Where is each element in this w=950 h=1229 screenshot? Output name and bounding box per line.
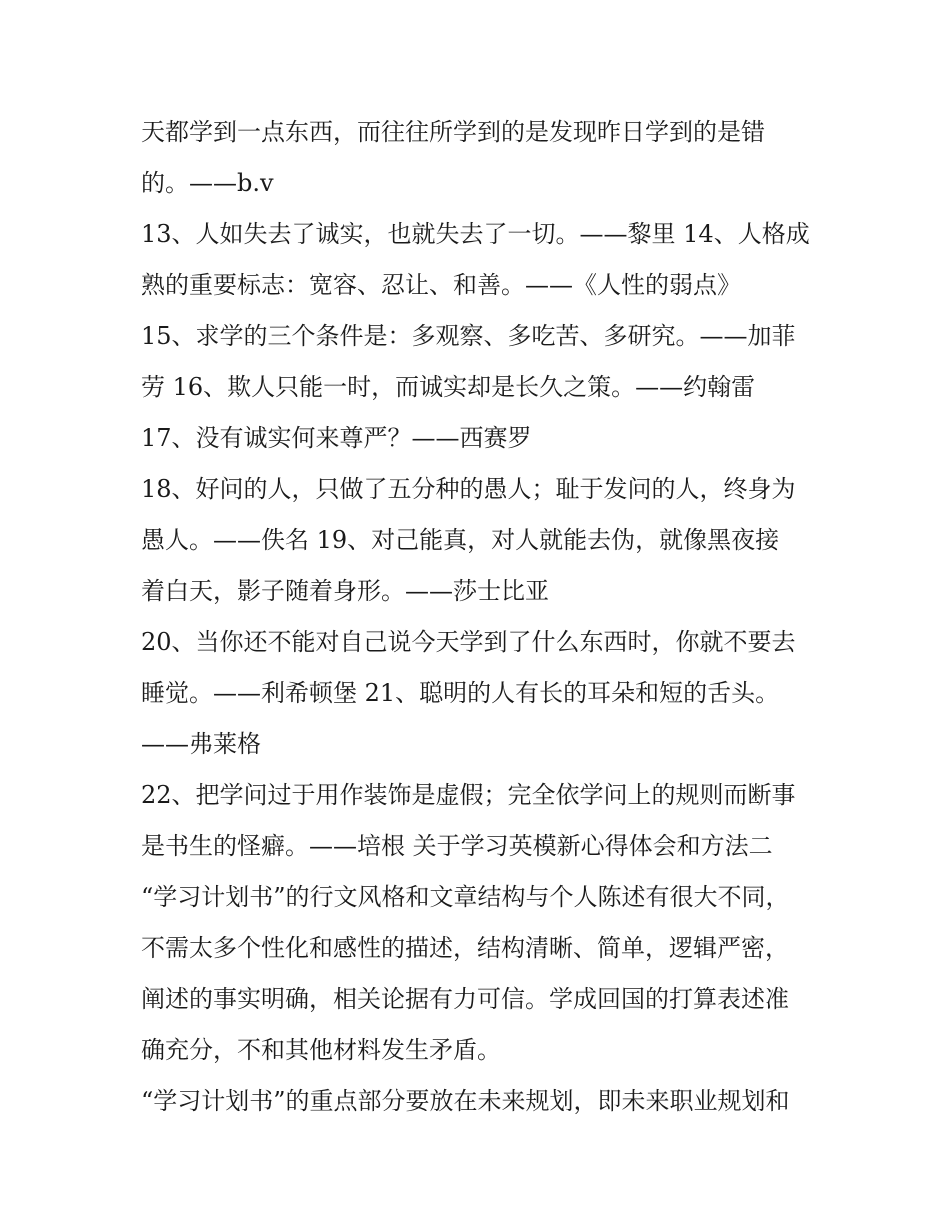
text-line: 劳 16、欺人只能一时，而诚实却是长久之策。——约翰雷 xyxy=(141,373,756,401)
text-line: 17、没有诚实何来尊严？——西赛罗 xyxy=(141,424,532,452)
text-line: 13、人如失去了诚实，也就失去了一切。——黎里 14、人格成 xyxy=(141,220,810,248)
document-body xyxy=(141,107,821,1127)
text-line: 18、好问的人，只做了五分种的愚人；耻于发问的人，终身为 xyxy=(141,475,796,503)
text-line: “学习计划书”的重点部分要放在未来规划，即未来职业规划和 xyxy=(141,1087,790,1115)
text-line: “学习计划书”的行文风格和文章结构与个人陈述有很大不同， xyxy=(141,883,790,911)
text-line: 睡觉。——利希顿堡 21、聪明的人有长的耳朵和短的舌头。 xyxy=(141,679,780,707)
text-line: 着白天，影子随着身形。——莎士比亚 xyxy=(141,577,549,605)
text-line: 不需太多个性化和感性的描述，结构清晰、简单，逻辑严密， xyxy=(141,934,789,962)
text-line: ——弗莱格 xyxy=(141,730,261,758)
text-line: 愚人。——佚名 19、对己能真，对人就能去伪，就像黑夜接 xyxy=(141,526,780,554)
text-line: 确充分，不和其他材料发生矛盾。 xyxy=(141,1036,501,1064)
text-line: 熟的重要标志：宽容、忍让、和善。——《人性的弱点》 xyxy=(141,271,741,299)
text-line: 天都学到一点东西，而往往所学到的是发现昨日学到的是错 xyxy=(141,118,765,146)
text-line: 的。——b.v xyxy=(141,169,274,197)
text-line: 20、当你还不能对自己说今天学到了什么东西时，你就不要去 xyxy=(141,628,796,656)
text-line: 15、求学的三个条件是：多观察、多吃苦、多研究。——加菲 xyxy=(141,322,796,350)
text-line: 是书生的怪癖。——培根 关于学习英模新心得体会和方法二 xyxy=(141,832,773,860)
text-line: 阐述的事实明确，相关论据有力可信。学成回国的打算表述准 xyxy=(141,985,789,1013)
text-line: 22、把学问过于用作装饰是虚假；完全依学问上的规则而断事 xyxy=(141,781,796,809)
